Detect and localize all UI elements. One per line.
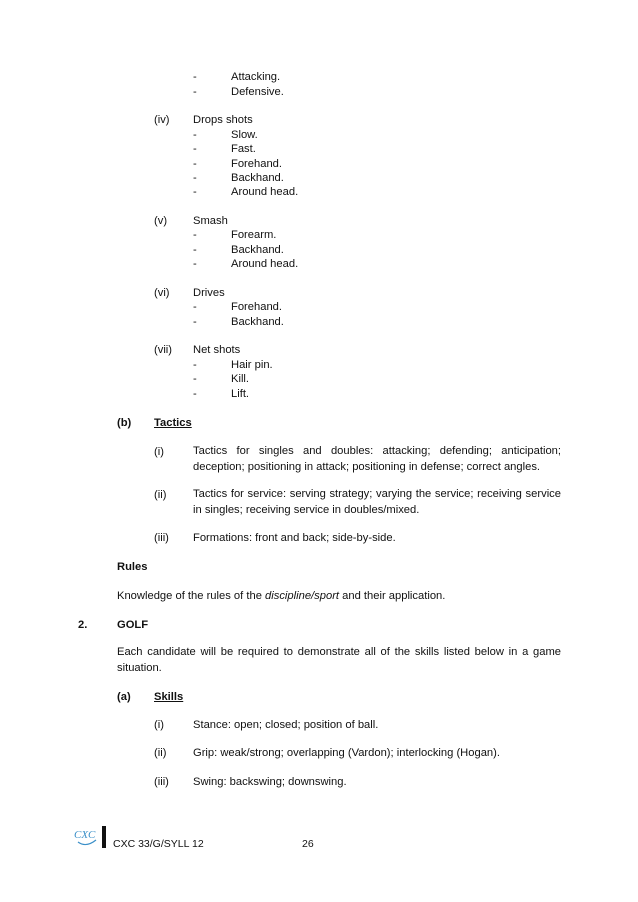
bullet-dash: - [193,86,197,98]
paragraph [117,589,445,603]
list-item: Slow. [231,129,258,141]
list-item: Attacking. [231,71,281,83]
bullet-dash: - [193,129,197,141]
paragraph: Grip: weak/strong; overlapping (Vardon); interlocking (Hogan). [193,747,500,759]
item-number: (iii) [154,532,169,544]
paragraph: Formations: front and back; side-by-side. [193,532,396,544]
section-heading: Rules [117,561,148,573]
svg-text:CXC: CXC [74,829,96,841]
list-item: Fast. [231,143,256,155]
list-item: Around head. [231,186,299,198]
item-number: (iii) [154,776,169,788]
cxc-logo-mark [74,826,102,848]
item-number: (ii) [154,489,167,501]
bullet-dash: - [193,229,197,241]
item-number: (i) [154,719,164,731]
bullet-dash: - [193,172,197,184]
footer-code: CXC 33/G/SYLL 12 [113,838,204,850]
rules-text-start: Knowledge of the rules of the [117,590,266,602]
item-number: (iv) [154,114,170,126]
list-item: Kill. [231,373,250,385]
bullet-dash: - [193,388,197,400]
bullet-dash: - [193,244,197,256]
list-item: Around head. [231,258,299,270]
list-item: Forehand. [231,301,282,313]
rules-text-italic: discipline/sport [265,590,340,602]
item-heading: Smash [193,215,228,227]
item-heading: Drops shots [193,114,253,126]
bullet-dash: - [193,158,197,170]
list-item: Backhand. [231,316,284,328]
paragraph: Swing: backswing; downswing. [193,776,347,788]
item-number: (i) [154,446,164,458]
section-heading: GOLF [117,619,149,631]
item-heading: Drives [193,287,225,299]
paragraph: Tactics for singles and doubles: attacking; defending; anticipation; deception; positioning in attack; positioning in defense; correct angles. [193,445,561,473]
list-item: Lift. [231,388,250,400]
cxc-logo [74,826,102,848]
section-letter: (b) [117,417,132,429]
list-item: Backhand. [231,172,284,184]
section-heading: Skills [154,691,184,703]
rules-text-end: and their application. [339,590,446,602]
bullet-dash: - [193,301,197,313]
item-heading: Net shots [193,344,241,356]
bullet-dash: - [193,186,197,198]
list-item: Hair pin. [231,359,273,371]
item-number: (v) [154,215,168,227]
section-number: 2. [78,619,88,631]
bullet-dash: - [193,373,197,385]
paragraph: Stance: open; closed; position of ball. [193,719,379,731]
bullet-dash: - [193,316,197,328]
bullet-dash: - [193,359,197,371]
bullet-dash: - [193,71,197,83]
paragraph: Tactics for service: serving strategy; varying the service; receiving service in singles; receiving service in doubles/mixed. [193,488,561,516]
list-item: Backhand. [231,244,284,256]
section-letter: (a) [117,691,131,703]
item-number: (ii) [154,747,167,759]
list-item: Defensive. [231,86,284,98]
section-heading: Tactics [154,417,192,429]
item-number: (vi) [154,287,170,299]
page-number: 26 [302,838,314,850]
paragraph: Each candidate will be required to demonstrate all of the skills listed below in a game situation. [117,646,561,674]
list-item: Forearm. [231,229,277,241]
bullet-dash: - [193,258,197,270]
bullet-dash: - [193,143,197,155]
footer-divider [102,826,106,848]
list-item: Forehand. [231,158,282,170]
item-number: (vii) [154,344,173,356]
